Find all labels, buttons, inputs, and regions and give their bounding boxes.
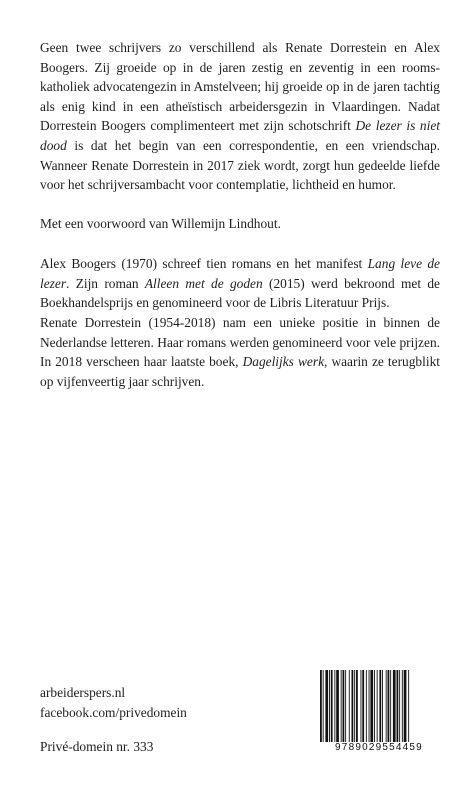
barcode-bar	[323, 670, 324, 742]
author-bio-boogers	[40, 254, 440, 313]
barcode-bar	[356, 670, 358, 742]
barcode-bar	[382, 670, 383, 742]
barcode-bars	[318, 670, 440, 742]
barcode-bar	[377, 670, 378, 742]
bio-text: Alex Boogers (1970) schreef tien romans en het manifest	[40, 256, 368, 271]
isbn-barcode	[318, 670, 440, 760]
barcode-bar	[352, 670, 354, 742]
series-number: Privé-domein nr. 333	[40, 739, 154, 754]
facebook-link[interactable]: facebook.com/privedomein	[40, 705, 187, 720]
barcode-bar	[349, 670, 350, 742]
book-title-alleen: Alleen met de goden	[144, 275, 263, 291]
bio-text: , waarin ze terugblikt op vijfenveertig jaar schrijven.	[40, 354, 440, 389]
barcode-bar	[402, 670, 403, 742]
bio-text: Renate Dorrestein (1954-2018) nam een unieke positie in binnen de Nederlandse letteren. Haar romans werden genomineerd voor vele prijzen. In 2018 verscheen haar laatste boek,	[40, 315, 440, 370]
foreword-note	[40, 214, 440, 234]
barcode-bar	[341, 670, 342, 742]
barcode-bar	[374, 670, 375, 742]
barcode-bar	[320, 670, 322, 742]
blurb-text: Geen twee schrijvers zo verschillend als Renate Dorrestein en Alex Boogers. Zij groeide op in de jaren zestig en zeventig in een rooms-katholiek advocatengezin in Amstelveen; hij groeide op in de jaren tachtig als enig kind in een atheïstisch arbeidersgezin in Vlaardingen. Nadat Dorrestein Boogers complimenteert met zijn schotschrift	[40, 40, 440, 134]
bio-text: (2015) werd bekroond met de Boekhandelsprijs en genomineerd voor de Libris Literatuur Prijs.	[40, 275, 441, 311]
website-link[interactable]: arbeiderspers.nl	[40, 685, 126, 700]
blurb-paragraph	[40, 38, 440, 195]
barcode-bar	[331, 670, 333, 742]
barcode-bar	[336, 670, 339, 742]
barcode-bar	[388, 670, 390, 742]
book-title-dagelijks-werk: Dagelijks werk	[242, 354, 325, 370]
barcode-bar	[345, 670, 346, 742]
foreword-text: Met een voorwoord van Willemijn Lindhout.	[40, 216, 281, 231]
barcode-bar	[386, 670, 387, 742]
barcode-bar	[397, 670, 399, 742]
blurb-text: is dat het begin van een correspondentie, en een vriendschap. Wanneer Renate Dorrestein in 2017 ziek wordt, zorgt hun gedeelde liefde voor het schrijversambacht voor contemplatie, lichtheid en humor.	[40, 137, 440, 193]
barcode-bar	[343, 670, 345, 742]
barcode-bar	[408, 670, 409, 742]
book-title-de-lezer: De lezer is niet dood	[40, 118, 440, 153]
barcode-bar	[354, 670, 355, 742]
bio-text: . Zijn roman	[66, 275, 145, 291]
barcode-bar	[379, 670, 381, 742]
barcode-bar	[329, 670, 330, 742]
barcode-bar	[370, 670, 373, 742]
barcode-bar	[366, 670, 367, 742]
barcode-bar	[404, 670, 407, 742]
barcode-bar	[399, 670, 400, 742]
barcode-bar	[393, 670, 396, 742]
barcode-bar	[325, 670, 328, 742]
barcode-bar	[334, 670, 335, 742]
publisher-footer	[40, 683, 187, 757]
isbn-digits: 9789029554459	[335, 742, 423, 753]
barcode-bar	[361, 670, 362, 742]
barcode-bar	[390, 670, 391, 742]
barcode-bar	[369, 670, 370, 742]
barcode-bar	[362, 670, 364, 742]
book-title-lang-leve: Lang leve de lezer	[40, 256, 440, 291]
author-bio-dorrestein	[40, 313, 440, 391]
